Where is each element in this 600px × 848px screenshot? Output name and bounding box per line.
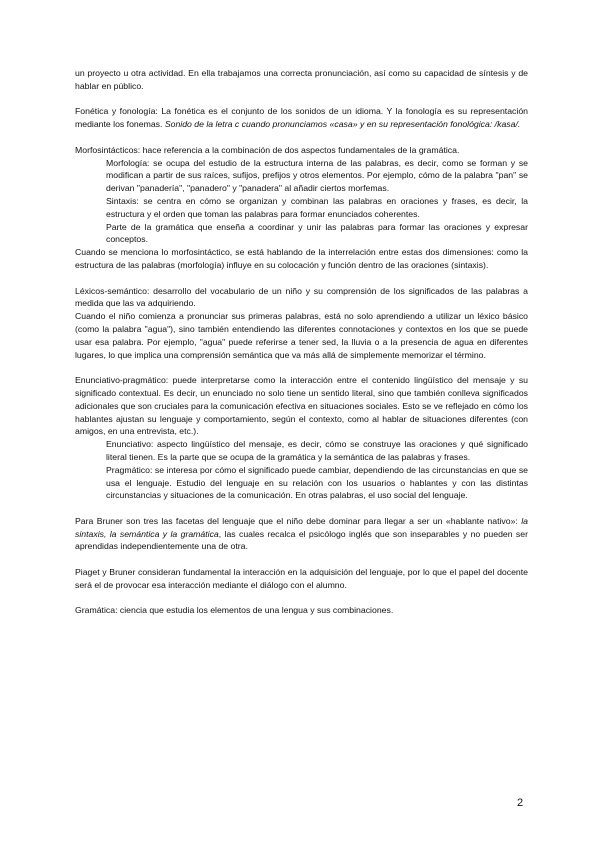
- paragraph-sintaxis: Sintaxis: se centra en cómo se organizan y combinan las palabras en oraciones y frases, es decir, la estructura y el orden que toman las palabras para formar enunciados coherentes.: [106, 195, 528, 219]
- fonetica-text: Fonética y fonología: La fonética es el conjunto de los sonidos de un idioma. Y la fonología es su representación mediante los fonemas.: [75, 106, 528, 130]
- paragraph-pragmatico: Pragmático: se interesa por cómo el significado puede cambiar, dependiendo de las circunstancias en que se usa el lenguaje. Estudio del lenguaje en su relación con los usuarios o hablantes y con las distintas circunstancias y situaciones de la comunicación. En otras palabras, el uso social del lenguaje.: [106, 464, 528, 501]
- fonetica-example: Sonido de la letra c cuando pronunciamos «casa» y en su representación fonológica: /kasa/.: [164, 119, 521, 130]
- paragraph-gramatica: Gramática: ciencia que estudia los elementos de una lengua y sus combinaciones.: [75, 605, 394, 616]
- bruner-post: , las cuales recalca el psicólogo inglés que son inseparables y no pueden ser aprendidas independientemente una de otra.: [75, 528, 528, 552]
- bruner-italic: la sintaxis, la semántica y la gramática: [75, 515, 528, 539]
- paragraph-morfologia: Morfología: se ocupa del estudio de la estructura interna de las palabras, es decir, como se forman y se modifican a partir de sus raíces, sufijos, prefijos y otros elementos. Por ejemplo, cómo de la palabra "pan" se derivan "panadería", "panadero" y "panadera" al añadir ciertos morfemas.: [106, 157, 528, 194]
- paragraph-fonetica: [75, 105, 528, 131]
- paragraph-enunciativo: Enunciativo: aspecto lingüístico del mensaje, es decir, cómo se construye las oraciones y qué significado literal tienen. Es la parte que se ocupa de la gramática y la semántica de las palabras y frases.: [106, 439, 528, 462]
- paragraph-lexico-ejemplo: Cuando el niño comienza a pronunciar sus primeras palabras, está no solo aprendiendo a utilizar un léxico básico (como la palabra "agua"), sino también entendiendo las diferentes connotaciones y contextos en los que se puede usar esa palabra. Por ejemplo, "agua" puede referirse a tener sed, la lluvia o a la presencia de agua en diferentes lugares, lo que implica una comprensión semántica que va más allá de simplemente memorizar el término.: [75, 311, 528, 360]
- bruner-pre: Para Bruner son tres las facetas del lenguaje que el niño debe dominar para llegar a ser un «hablante nativo»:: [75, 515, 522, 526]
- page-number: 2: [517, 797, 524, 809]
- paragraph-intro: un proyecto u otra actividad. En ella trabajamos una correcta pronunciación, así como su capacidad de síntesis y de hablar en público.: [75, 68, 528, 91]
- paragraph-enunciativo-pragmatico: Enunciativo-pragmático: puede interpretarse como la interacción entre el contenido lingüístico del mensaje y su significado contextual. Es decir, un enunciado no solo tiene un sentido literal, sino que también conlleva significados adicionales que son cruciales para la comunicación efectiva en situaciones sociales. Esto se ve reflejado en cómo los hablantes ajustan su lenguaje y comportamiento, según el contexto, como al hablar de situaciones diferentes (con amigos, en una entrevista, etc.).: [75, 375, 528, 437]
- paragraph-morfosintactico-relacion: Cuando se menciona lo morfosintáctico, se está hablando de la interrelación entre estas dos dimensiones: como la estructura de las palabras (morfología) influye en su colocación y función dentro de las oraciones (sintaxis).: [75, 247, 528, 270]
- document-body: [75, 67, 528, 617]
- paragraph-parte-gramatica: Parte de la gramática que enseña a coordinar y unir las palabras para formar las oraciones y expresar conceptos.: [106, 221, 528, 245]
- paragraph-bruner: [75, 515, 528, 553]
- paragraph-morfosintacticos: Morfosintácticos: hace referencia a la combinación de dos aspectos fundamentales de la gramática.: [75, 144, 460, 155]
- paragraph-lexico: Léxicos-semántico: desarrollo del vocabulario de un niño y su comprensión de los significados de las palabras a medida que las va adquiriendo.: [75, 285, 528, 309]
- paragraph-piaget: Piaget y Bruner consideran fundamental la interacción en la adquisición del lenguaje, por lo que el papel del docente será el de provocar esa interacción mediante el diálogo con el alumno.: [75, 567, 528, 590]
